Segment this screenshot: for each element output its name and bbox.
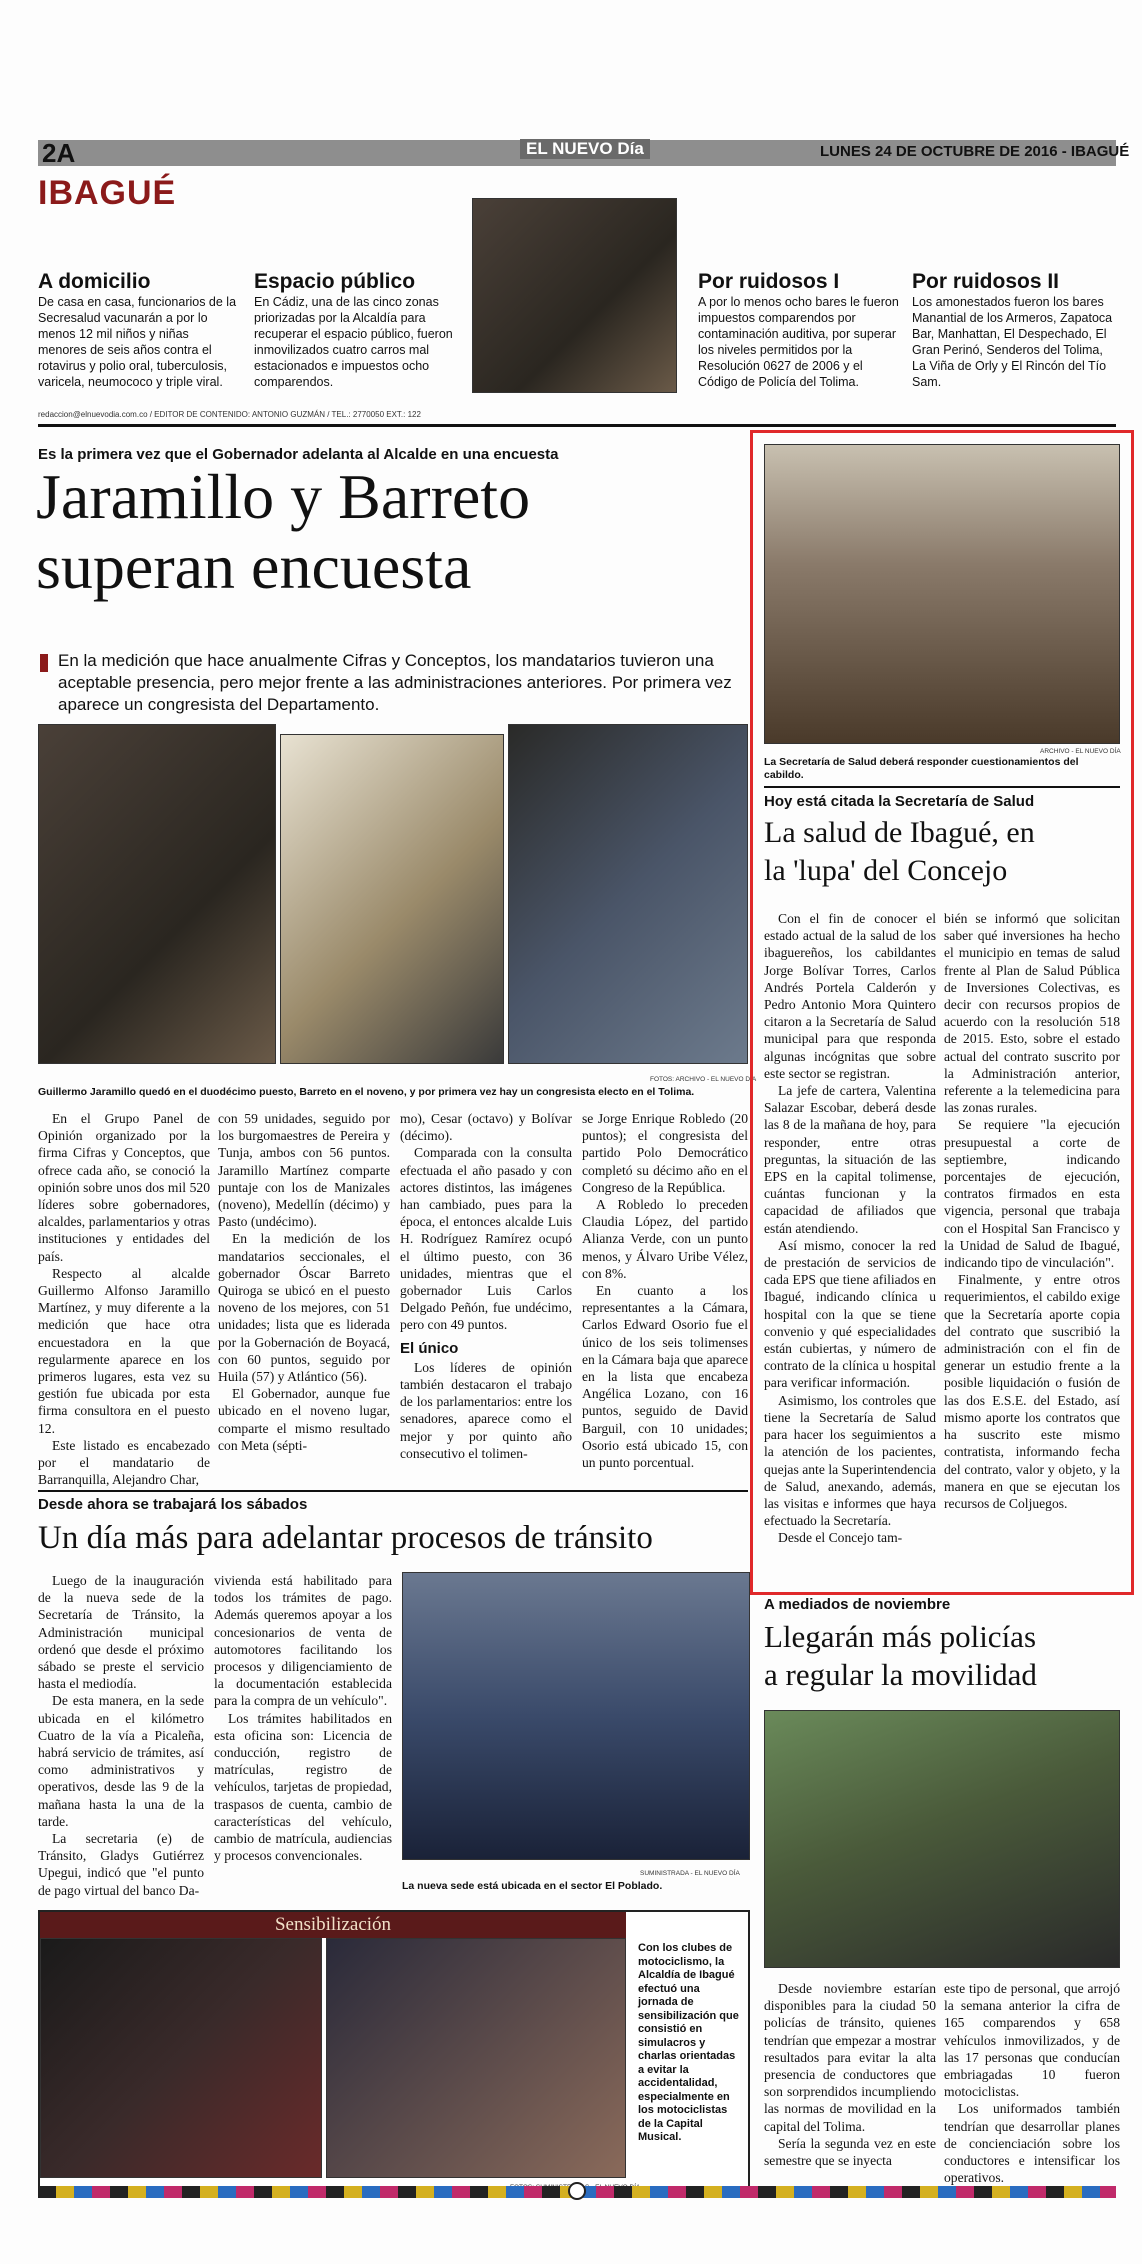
divider bbox=[38, 1490, 748, 1492]
paragraph: Sería la segunda vez en este semestre que se inyecta bbox=[764, 2135, 936, 2169]
lead-photo-credit: FOTOS: ARCHIVO - EL NUEVO DÍA bbox=[650, 1076, 757, 1083]
police-photo bbox=[764, 1710, 1120, 1968]
health-kicker: Hoy está citada la Secretaría de Salud bbox=[764, 793, 1035, 810]
paragraph: Con el fin de conocer el estado actual de la salud de los ibaguereños, los cabildantes Jorge Bolívar Torres, Carlos Andrés Portela Calderón y Pedro Antonio Mora Quintero citaron a la Secretaría de Salud municipal para que responda algunas incógnitas que sobre este sector se registran. bbox=[764, 911, 936, 1081]
paragraph: Desde noviembre estarían disponibles para la ciudad 50 policías de tránsito, quienes tendrían que empezar a mostrar resultados para evitar la alta presencia de conductores que son sorprendidos incumpliendo las normas de movilidad en la capital del Tolima. bbox=[764, 1981, 936, 2134]
health-photo bbox=[764, 444, 1120, 744]
page-number: 2A bbox=[42, 138, 76, 168]
paragraph: De esta manera, en la sede ubicada en el kilómetro Cuatro de la vía a Picaleña, habrá servicio de trámites, así como administrativos y operativos, desde las 9 de la mañana hasta la una de la tarde. bbox=[38, 1693, 204, 1829]
divider bbox=[38, 424, 1116, 427]
police-headline-1: Llegarán más policías bbox=[764, 1619, 1037, 1654]
brief-3 bbox=[698, 270, 903, 390]
date: LUNES 24 DE OCTUBRE DE 2016 - IBAGUÉ bbox=[820, 143, 1130, 160]
transit-photo-credit: SUMINISTRADA - EL NUEVO DÍA bbox=[640, 1870, 740, 1877]
paragraph: A Robledo lo preceden Claudia López, del partido Alianza Verde, con un punto menos, y Álvaro Uribe Vélez, con 8%. bbox=[582, 1197, 748, 1281]
transit-column-1 bbox=[38, 1572, 204, 1898]
awareness-photo-2 bbox=[326, 1938, 626, 2178]
police-headline-2: a regular la movilidad bbox=[764, 1657, 1037, 1692]
police-column-1 bbox=[764, 1980, 936, 2180]
paragraph: En cuanto a los representantes a la Cámara, Carlos Edward Osorio fue el único de los seis tolimenses en la Cámara baja que aparece en la lista que encabeza Angélica Lozano, con 16 puntos, seguido de David Barguil, con 10 unidades; Osorio está ubicado 15, con un punto porcentual. bbox=[582, 1283, 748, 1471]
lead-photo-congresista bbox=[508, 724, 748, 1064]
paragraph: Los trámites habilitados en esta oficina son: Licencia de conducción, registro de matrículas, registro de vehículos, tarjetas de propiedad, traspasos de cuenta, cambio de características del vehículo, cambio de matrícula, audiencias y procesos convencionales. bbox=[214, 1710, 392, 1864]
lead-caption: Guillermo Jaramillo quedó en el duodécimo puesto, Barreto en el noveno, y por primera vez hay un congresista electo en el Tolima. bbox=[38, 1086, 695, 1098]
paragraph: se Jorge Enrique Robledo (20 puntos); el congresista del partido Polo Democrático completó su décimo año en el Congreso de la República. bbox=[582, 1111, 748, 1195]
health-column-1 bbox=[764, 910, 936, 1580]
section-title: IBAGUÉ bbox=[38, 174, 177, 212]
awareness-photo-1 bbox=[40, 1938, 322, 2178]
transit-column-2 bbox=[214, 1572, 392, 1892]
paragraph: Los líderes de opinión también destacaron el trabajo de los parlamentarios: entre los senadores, aparece como el mejor y por quinto año consecutivo el tolimen- bbox=[400, 1359, 572, 1461]
lead-deck: En la medición que hace anualmente Cifras y Conceptos, los mandatarios tuvieron una aceptable presencia, pero mejor frente a las administraciones anteriores. Por primera vez aparece un congresista del Departamento. bbox=[58, 651, 732, 714]
paragraph: Se requiere "la ejecución presupuestal a corte de septiembre, indicando porcentajes de ejecución, contratos firmados en esta vigencia, personal que trabaja con el Hospital San Francisco y la Unidad de Salud de Ibagué, indicando tipo de vinculación". bbox=[944, 1117, 1120, 1271]
transit-headline: Un día más para adelantar procesos de tránsito bbox=[38, 1520, 653, 1556]
brief-title: A domicilio bbox=[38, 270, 151, 293]
paragraph: Comparada con la consulta efectuada el año pasado y con actores distintos, las imágenes han cambiado, pues para la época, el entonces alcalde Luis H. Rodríguez Ramírez ocupó el último puesto, con 36 unidades, mientras que el gobernador Luis Carlos Delgado Peñón, fue undécimo, pero con 49 puntos. bbox=[400, 1145, 572, 1333]
paragraph: En la medición de los mandatarios seccionales, el gobernador Óscar Barreto Quiroga se ubicó en el puesto noveno de los mejores, con 51 unidades; lista que es liderada por la Gobernación de Boyacá, con 60 puntos, seguido por Huila (57) y Atlántico (56). bbox=[218, 1231, 390, 1385]
paragraph: Finalmente, y entre otros requerimientos, el cabildo exige que la Secretaría aporte copia del contrato que suscribió la administración con el fin de generar un estudio frente a la posible liquidación o fusión de las dos E.S.E. del Estado, así mismo aporte los contratos que ha suscrito este mismo contratista, informando fecha del contrato, valor y objeto, y la manera en que se ejecutan los recursos de Coljuegos. bbox=[944, 1272, 1120, 1511]
paragraph: En el Grupo Panel de Opinión organizado por la firma Cifras y Conceptos, que ofrece cada año, se conoció la opinión sobre unos dos mil 520 líderes sobre gobernadores, alcaldes, parlamentarios y otras instituciones y entidades del país. bbox=[38, 1111, 210, 1264]
brief-1 bbox=[38, 270, 238, 390]
brief-title: Por ruidosos I bbox=[698, 270, 840, 293]
masthead-info: redaccion@elnuevodia.com.co / EDITOR DE CONTENIDO: ANTONIO GUZMÁN / TEL.: 2770050 EXT.: 122 bbox=[38, 410, 421, 419]
lead-column-2 bbox=[218, 1110, 390, 1480]
brief-text: A por lo menos ocho bares le fueron impuestos comparendos por contaminación auditiva, por superar los niveles permitidos por la Resolución 0627 de 2006 y el Código de Policía del Tolima. bbox=[698, 295, 899, 389]
lead-headline-1: Jaramillo y Barreto bbox=[36, 461, 531, 532]
paragraph: Respecto al alcalde Guillermo Alfonso Jaramillo Martínez, y muy diferente a la medición que hace otra encuestadora en la que regularmente aparece en los primeros lugares, esta vez su gestión fue ubicada por esta firma consultora en el puesto 12. bbox=[38, 1265, 210, 1436]
deck-marker bbox=[40, 654, 48, 672]
paragraph: con 59 unidades, seguido por los burgomaestres de Pereira y Tunja, ambos con 56 puntos. Jaramillo Martínez comparte puntaje con los de Manizales (noveno), Medellín (décimo) y Pasto (undécimo). bbox=[218, 1111, 390, 1230]
awareness-caption: Con los clubes de motociclismo, la Alcaldía de Ibagué efectuó una jornada de sensibilización que consistió en simulacros y charlas orientadas a evitar la accidentalidad, especialmente en los motociclistas de la Capital Musical. bbox=[638, 1942, 739, 2143]
brief-4 bbox=[912, 270, 1117, 390]
paragraph: este tipo de personal, que arrojó la semana anterior la cifra de 165 comparendos y 658 vehículos inmovilizados, y de las 17 personas que conducían embriagadas 10 fueron motociclistas. bbox=[944, 1981, 1120, 2100]
paragraph: La jefe de cartera, Valentina Salazar Escobar, deberá desde las 8 de la mañana de hoy, para responder, entre otras preguntas, la situación de las EPS en la capital tolimense, cuántas funcionan y la capacidad de afiliados que están atendiendo. bbox=[764, 1083, 936, 1236]
brief-title: Espacio público bbox=[254, 270, 416, 293]
health-column-2 bbox=[944, 910, 1120, 1580]
police-column-2 bbox=[944, 1980, 1120, 2186]
divider bbox=[764, 786, 1120, 788]
transit-photo bbox=[402, 1572, 750, 1860]
paragraph: El Gobernador, aunque fue ubicado en el noveno lugar, comparte el mismo resultado con Meta (sépti- bbox=[218, 1386, 390, 1453]
brief-text: Los amonestados fueron los bares Manantial de los Armeros, Zapatoca Bar, Manhattan, El Despechado, El Gran Perinó, Senderos del Tolima, La Viña de Orly y El Rincón del Tío Sam. bbox=[912, 295, 1113, 389]
paragraph: Desde el Concejo tam- bbox=[778, 1530, 903, 1546]
health-caption: La Secretaría de Salud deberá responder cuestionamientos del cabildo. bbox=[764, 756, 1079, 781]
registration-mark-icon bbox=[568, 2182, 586, 2200]
brief-title: Por ruidosos II bbox=[912, 270, 1060, 293]
paragraph: Este listado es encabezado por el mandatario de Barranquilla, Alejandro Char, bbox=[38, 1437, 210, 1488]
lead-headline-2: superan encuesta bbox=[36, 531, 472, 602]
lead-subhead: El único bbox=[400, 1339, 459, 1357]
transit-kicker: Desde ahora se trabajará los sábados bbox=[38, 1496, 308, 1513]
paragraph: vivienda está habilitado para todos los trámites de pago. Además queremos apoyar a los concesionarios de venta de automotores facilitando los procesos y diligenciamiento de la documentación establecida para la compra de un vehículo". bbox=[214, 1573, 392, 1709]
lead-photo-barreto bbox=[280, 734, 504, 1064]
health-headline-1: La salud de Ibagué, en bbox=[764, 816, 1035, 849]
paragraph: Asimismo, los controles que tiene la Secretaría de Salud para hacer los seguimientos a la atención de los pacientes, quejas ante la Superintendencia de Salud, anexando, además, las visitas e informes que haya efectuado la Secretaría. bbox=[764, 1392, 936, 1529]
brand-logo: EL NUEVO Día bbox=[520, 139, 650, 159]
transit-caption: La nueva sede está ubicada en el sector El Poblado. bbox=[402, 1880, 663, 1892]
brief-photo bbox=[472, 198, 677, 393]
lead-column-4 bbox=[582, 1110, 748, 1480]
health-headline-2: la 'lupa' del Concejo bbox=[764, 854, 1008, 887]
brief-text: De casa en casa, funcionarios de la Secresalud vacunarán a por lo menos 12 mil niños y niñas menores de seis años contra el rotavirus y polio oral, tuberculosis, varicela, neumococo y triple viral. bbox=[38, 295, 237, 389]
paragraph: Los uniformados también tendrían que desarrollar planes de concienciación sobre los conductores e intensificar los operativos. bbox=[944, 2101, 1120, 2186]
lead-column-3 bbox=[400, 1110, 572, 1480]
lead-column-1 bbox=[38, 1110, 210, 1488]
paragraph: Así mismo, conocer la red de prestación de servicios de cada EPS que tiene afiliados en Ibagué, indicando clínica u hospital con la que se tiene convenio y qué especialidades están cubiertas, y número de contrato de la clínica u hospital para verificar información. bbox=[764, 1237, 936, 1391]
lead-photo-jaramillo bbox=[38, 724, 276, 1064]
lead-kicker: Es la primera vez que el Gobernador adelanta al Alcalde en una encuesta bbox=[38, 446, 559, 463]
health-photo-credit: ARCHIVO - EL NUEVO DÍA bbox=[1040, 748, 1121, 755]
brief-2 bbox=[254, 270, 464, 390]
awareness-title: Sensibilización bbox=[274, 1914, 392, 1935]
paragraph: Luego de la inauguración de la nueva sede de la Secretaría de Tránsito, la Administración municipal ordenó que desde el próximo sábado se preste el servicio hasta el mediodía. bbox=[38, 1573, 204, 1692]
police-kicker: A mediados de noviembre bbox=[764, 1596, 951, 1613]
paragraph: bién se informó que solicitan saber qué inversiones ha hecho el municipio en temas de salud frente al Plan de Salud Pública de Inversiones Colectivas, es decir con recursos propios de acuerdo con la resolución 518 de 2015. Esto, sobre el estado actual del contrato suscrito por la Administración anterior, referente a la telemedicina para las zonas rurales. bbox=[944, 911, 1120, 1116]
paragraph: mo), Cesar (octavo) y Bolívar (décimo). bbox=[400, 1111, 572, 1144]
brief-text: En Cádiz, una de las cinco zonas priorizadas por la Alcaldía para recuperar el espacio público, fueron inmovilizados cuatro carros mal estacionados e impuestos ocho comparendos. bbox=[254, 295, 453, 389]
paragraph: La secretaria (e) de Tránsito, Gladys Gutiérrez Upegui, indicó que "el punto de pago virtual del banco Da- bbox=[38, 1831, 204, 1898]
